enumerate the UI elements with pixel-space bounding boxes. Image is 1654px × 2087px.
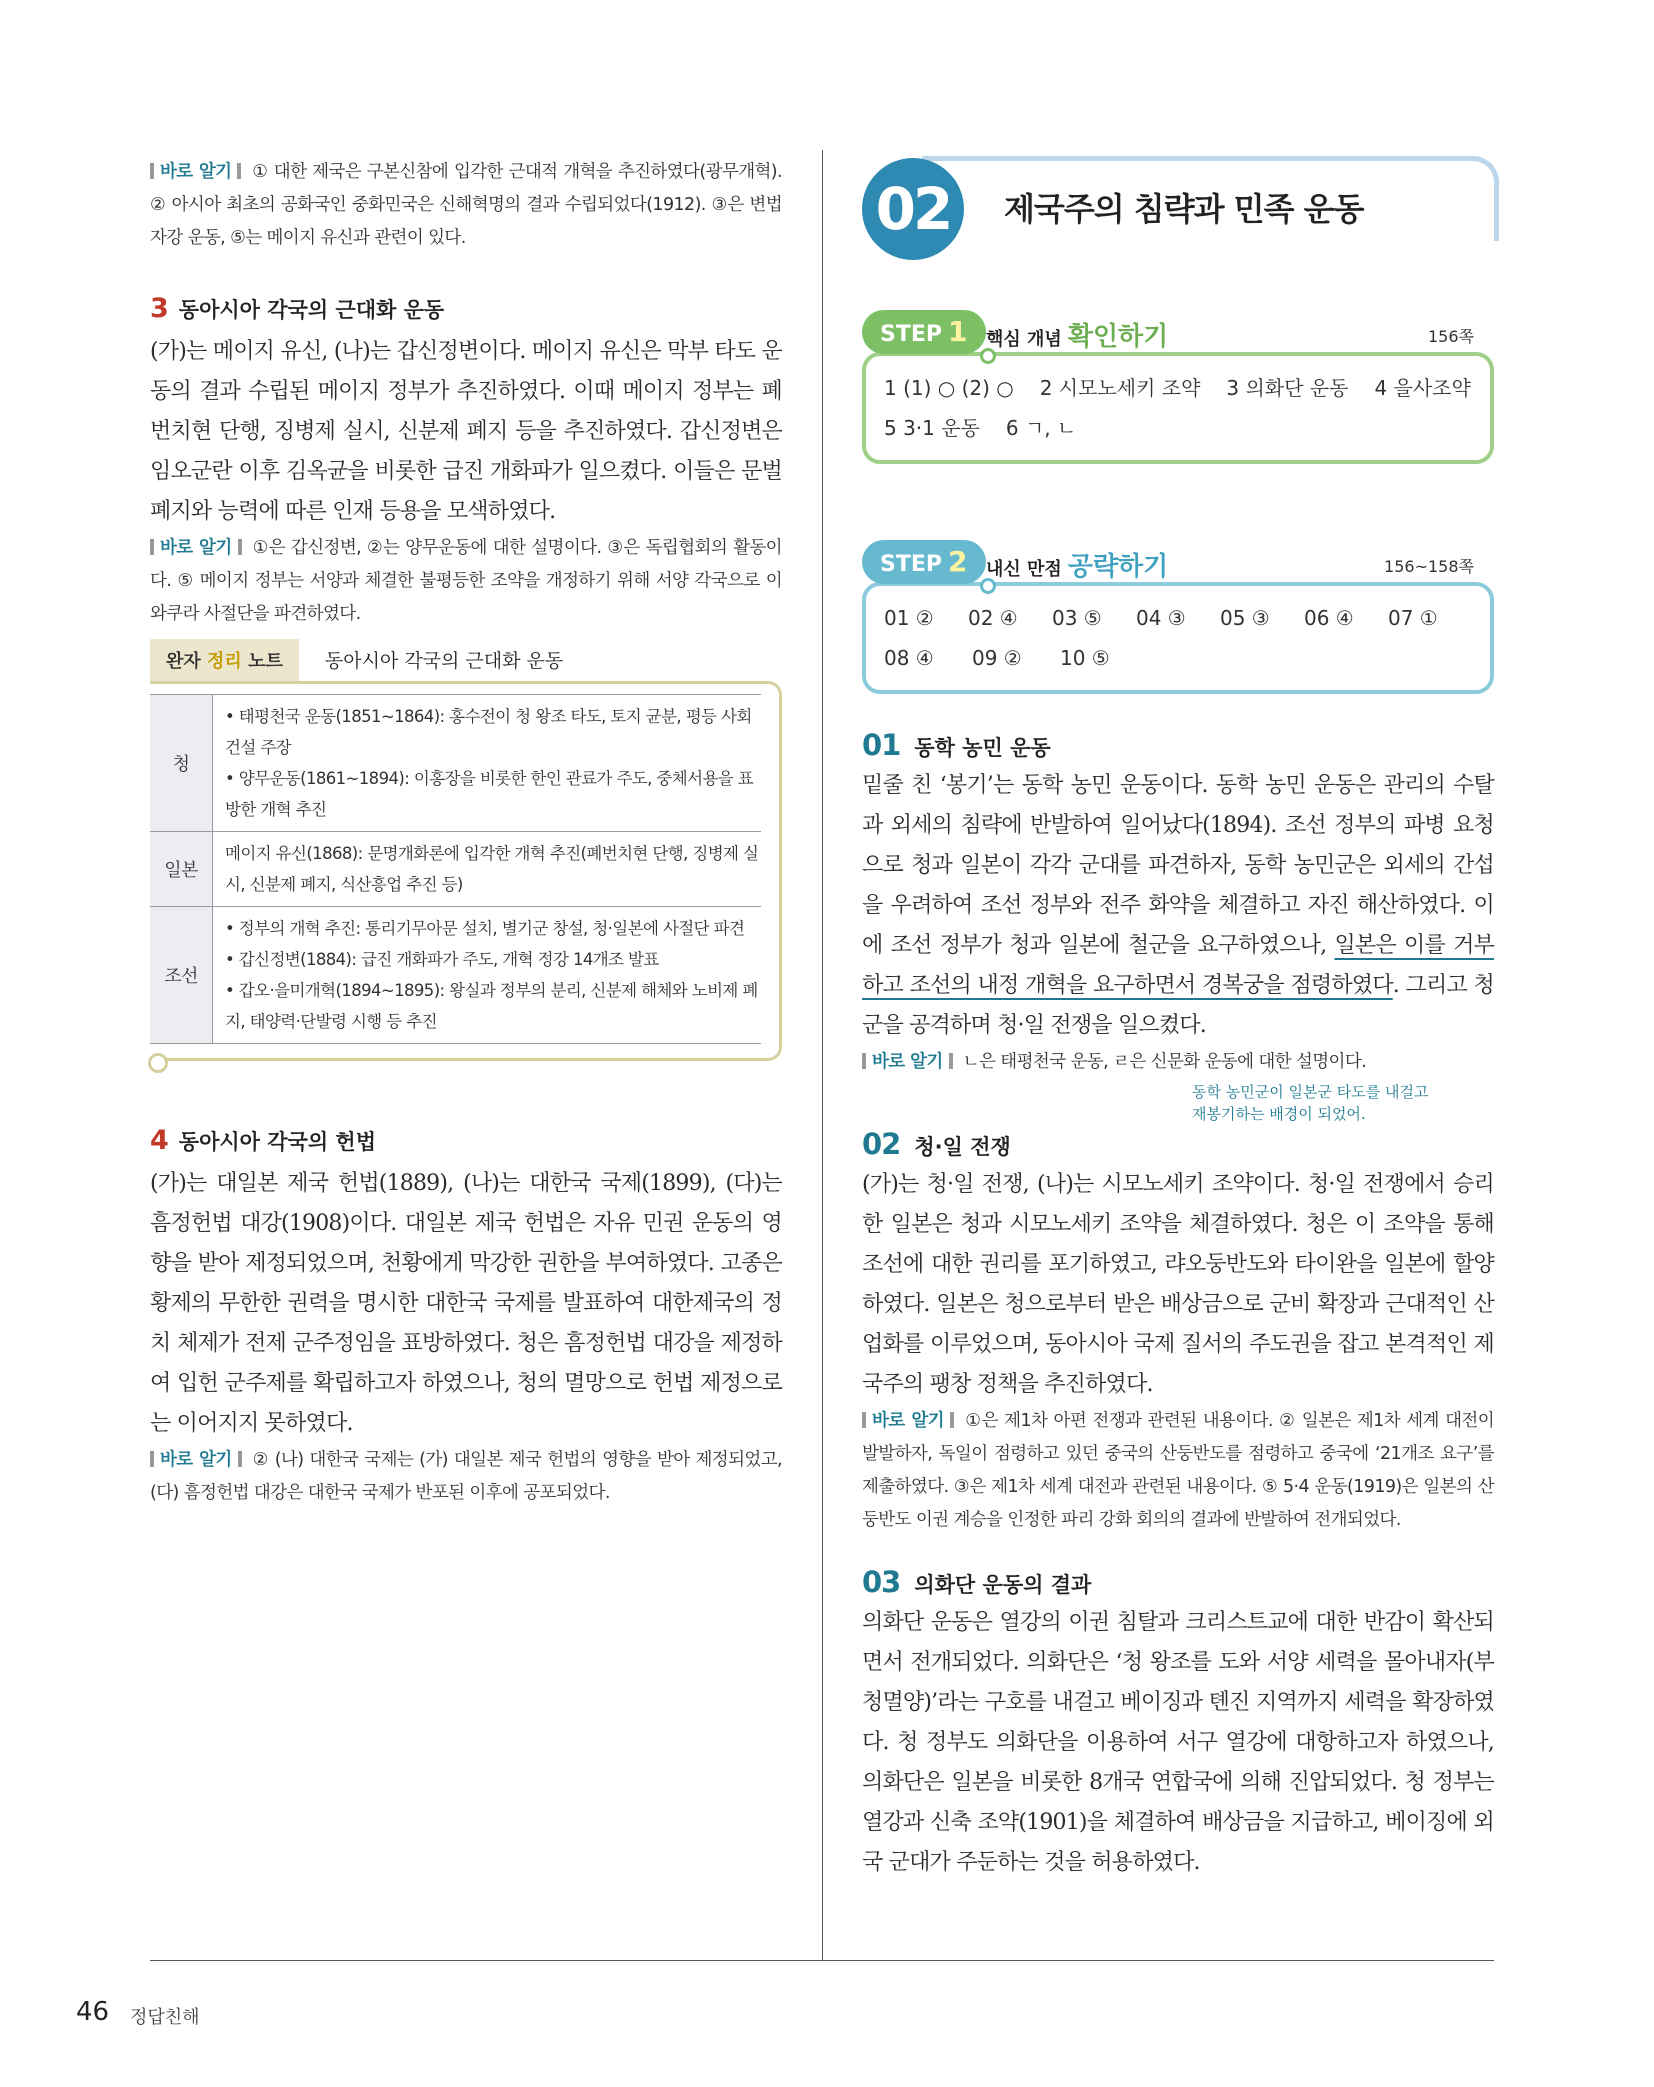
question-03-body: 의화단 운동은 열강의 이권 침탈과 크리스트교에 대한 반감이 확산되면서 전개되었다. 의화단은 ‘청 왕조를 도와 서양 세력을 몰아내자(부청멸양)’라는 구호를 내걸고 베이징과 톈진 지역까지 세력을 확장하였다. 청 정부도 의화단을 이용하여 서구 열강에 대항하고자 하였으나, 의화단은 일본을 비롯한 8개국 연합국에 의해 진압되었다. 청 정부는 열강과 신축 조약(1901)을 체결하여 배상금을 지급하고, 베이징에 외국 군대가 주둔하는 것을 허용하였다.	[862, 1610, 1494, 1875]
question-01-note	[862, 1046, 1494, 1079]
column-divider	[822, 150, 823, 1960]
body-text: . 그리고 청군을 공격하며 청·일 전쟁을 일으켰다.	[862, 973, 1495, 1038]
answer-item: 07 ①	[1388, 606, 1438, 630]
note-tag: 바로 알기	[150, 162, 241, 182]
answer-item: 6 ㄱ, ㄴ	[1005, 416, 1077, 440]
answer-item: 02 ④	[968, 606, 1018, 630]
section-4-heading	[150, 1125, 782, 1156]
table-row	[150, 695, 761, 832]
chapter-header	[862, 156, 1494, 274]
question-02-body: (가)는 청·일 전쟁, (나)는 시모노세키 조약이다. 청·일 전쟁에서 승리한 일본은 청과 시모노세키 조약을 체결하였다. 청은 이 조약을 통해 조선에 대한 권리를 포기하였고, 랴오둥반도와 타이완을 일본에 할양하였다. 일본은 청으로부터 받은 배상금으로 군비 확장과 근대적인 산업화를 이루었으며, 동아시아 국제 질서의 주도권을 잡고 본격적인 제국주의 팽창 정책을 추진하였다.	[862, 1172, 1494, 1397]
underlined-text: 일본은 이를 거부하고 조선의 내정 개혁을 요구하면서 경복궁을 점령하였다	[862, 933, 1494, 998]
section-number: 4	[150, 1125, 169, 1156]
summary-note-box	[150, 681, 782, 1061]
note-text: ①은 제1차 아편 전쟁과 관련된 내용이다. ② 일본은 제1차 세계 대전이 발발하자, 독일이 점령하고 있던 중국의 산둥반도를 점령하고 중국에 ‘21개조 요구’를 제출하였다. ③은 제1차 세계 대전과 관련된 내용이다. ⑤ 5·4 운동(1919)은 일본의 산둥반도 이권 계승을 인정한 파리 강화 회의의 결과에 반발하여 전개되었다.	[862, 1411, 1494, 1530]
note-tag: 바로 알기	[862, 1411, 954, 1431]
answer-item: 08 ④	[884, 646, 934, 670]
step-label: STEP	[880, 552, 943, 577]
step-1-box	[862, 310, 1494, 464]
question-03-heading	[862, 1565, 1494, 1599]
note-text: ② (나) 대한국 국제는 (가) 대일본 제국 헌법의 영향을 받아 제정되었고, (다) 흠정헌법 대강은 대한국 국제가 반포된 이후에 공포되었다.	[150, 1450, 782, 1503]
section-4-note	[150, 1444, 782, 1510]
chapter-number: 02	[862, 158, 964, 260]
answer-row	[884, 368, 1472, 408]
note-tag: 바로 알기	[150, 1450, 242, 1470]
country-cell: 청	[150, 695, 213, 832]
annotation-line: 재봉기하는 배경이 되었어.	[1192, 1105, 1366, 1123]
step-1-answers	[862, 352, 1494, 464]
table-foot-circle	[148, 1053, 168, 1073]
answer-item: 05 ③	[1220, 606, 1270, 630]
table-row	[150, 907, 761, 1044]
right-column	[862, 156, 1494, 1883]
answer-item: 10 ⑤	[1060, 646, 1110, 670]
question-number: 01	[862, 728, 901, 762]
answer-row	[884, 638, 1472, 678]
label-highlight: 정리	[207, 651, 242, 672]
step-label: STEP	[880, 322, 943, 347]
step-2-page: 156~158쪽	[1384, 557, 1474, 576]
question-01-heading	[862, 728, 1494, 762]
answer-row	[884, 598, 1472, 638]
summary-note-table	[150, 639, 782, 1061]
question-number: 02	[862, 1127, 901, 1161]
page-footer-label: 정답친해	[130, 2007, 200, 2028]
step-1-page: 156쪽	[1428, 327, 1474, 346]
step-2-title	[986, 546, 1168, 583]
answer-item: 1 (1) ○ (2) ○	[884, 376, 1014, 400]
body-text: 밑줄 친 ‘봉기’는 동학 농민 운동이다. 동학 농민 운동은 관리의 수탈과 외세의 침략에 반발하여 일어났다(1894). 조선 정부의 파병 요청으로 청과 일본이 각각 군대를 파견하자, 동학 농민군은 외세의 간섭을 우려하여 조선 정부와 전주 화약을 체결하고 자진 해산하였다. 이에 조선 정부가 청과 일본에 철군을 요구하였으나,	[862, 773, 1494, 958]
table-line: 메이지 유신(1868): 문명개화론에 입각한 개혁 추진(폐번치현 단행, 징병제 실시, 신분제 폐지, 식산흥업 추진 등)	[225, 844, 759, 894]
step-title-big: 확인하기	[1067, 322, 1169, 352]
country-cell: 일본	[150, 832, 213, 907]
step-2-pill	[862, 540, 986, 584]
note-text: ㄴ은 태평천국 운동, ㄹ은 신문화 운동에 대한 설명이다.	[962, 1052, 1367, 1072]
step-number: 1	[948, 315, 968, 348]
page-number: 46	[76, 1997, 110, 2027]
content-cell	[213, 907, 762, 1044]
content-cell	[213, 695, 762, 832]
section-number: 3	[150, 293, 169, 324]
section-3-heading	[150, 293, 782, 324]
label-prefix: 완자	[166, 651, 208, 672]
question-01-body	[862, 766, 1494, 1046]
answer-item: 09 ②	[972, 646, 1022, 670]
summary-note-label	[150, 639, 299, 681]
question-number: 03	[862, 1565, 901, 1599]
table-line: • 양무운동(1861~1894): 이홍장을 비롯한 한인 관료가 주도, 중체서용을 표방한 개혁 추진	[225, 769, 754, 819]
step-title-big: 공략하기	[1067, 552, 1169, 582]
section-3-body: (가)는 메이지 유신, (나)는 갑신정변이다. 메이지 유신은 막부 타도 운동의 결과 수립된 메이지 정부가 추진하였다. 이때 메이지 정부는 폐번치현 단행, 징병제 실시, 신분제 폐지 등을 추진하였다. 갑신정변은 임오군란 이후 김옥균을 비롯한 급진 개화파가 일으켰다. 이들은 문벌 폐지와 능력에 따른 인재 등용을 모색하였다.	[150, 339, 782, 524]
content-cell	[213, 832, 762, 907]
label-suffix: 노트	[241, 651, 283, 672]
question-01-note-wrap	[862, 1046, 1494, 1125]
table-line: • 갑신정변(1884): 급진 개화파가 주도, 개혁 정강 14개조 발표	[225, 950, 659, 969]
country-cell: 조선	[150, 907, 213, 1044]
question-title: 청·일 전쟁	[914, 1135, 1011, 1159]
step-2-answers	[862, 582, 1494, 694]
question-02-heading	[862, 1127, 1494, 1161]
answer-item: 5 3·1 운동	[884, 416, 980, 440]
note-tag: 바로 알기	[150, 538, 242, 558]
answer-row	[884, 408, 1472, 448]
answer-item: 06 ④	[1304, 606, 1354, 630]
step-1-title	[986, 316, 1168, 353]
footer-rule	[150, 1960, 1494, 1961]
annotation-line: 동학 농민군이 일본군 타도를 내걸고	[1192, 1083, 1429, 1101]
left-column	[150, 156, 782, 1510]
chapter-title: 제국주의 침략과 민족 운동	[1004, 190, 1364, 228]
step-title-small: 내신 만점	[986, 559, 1062, 580]
answer-item: 04 ③	[1136, 606, 1186, 630]
summary-table	[150, 694, 761, 1044]
correct-note-1	[150, 156, 782, 255]
answer-item: 4 을사조약	[1374, 376, 1471, 400]
summary-note-tab	[150, 639, 782, 681]
note-text: ① 대한 제국은 구본신참에 입각한 근대적 개혁을 추진하였다(광무개혁). ② 아시아 최초의 공화국인 중화민국은 신해혁명의 결과 수립되었다(1912). ③은 변법자강 운동, ⑤는 메이지 유신과 관련이 있다.	[150, 162, 782, 248]
answer-item: 3 의화단 운동	[1226, 376, 1349, 400]
answer-item: 2 시모노세키 조약	[1039, 376, 1201, 400]
step-number: 2	[948, 545, 968, 578]
summary-note-title: 동아시아 각국의 근대화 운동	[324, 650, 564, 672]
answer-item: 01 ②	[884, 606, 934, 630]
table-line: • 정부의 개혁 추진: 통리기무아문 설치, 별기군 창설, 청·일본에 사절단 파견	[225, 919, 745, 938]
step-2-header	[862, 540, 1494, 584]
question-02-note	[862, 1405, 1494, 1537]
note-text: ①은 갑신정변, ②는 양무운동에 대한 설명이다. ③은 독립협회의 활동이다. ⑤ 메이지 정부는 서양과 체결한 불평등한 조약을 개정하기 위해 서양 각국으로 이와쿠라 사절단을 파견하였다.	[150, 538, 782, 624]
section-3-note	[150, 532, 782, 631]
step-1-pill	[862, 310, 986, 354]
answer-item: 03 ⑤	[1052, 606, 1102, 630]
table-line: • 갑오·을미개혁(1894~1895): 왕실과 정부의 분리, 신분제 해체와 노비제 폐지, 태양력·단발령 시행 등 추진	[225, 981, 758, 1031]
note-tag: 바로 알기	[862, 1052, 953, 1072]
step-title-small: 핵심 개념	[986, 329, 1062, 350]
table-line: • 태평천국 운동(1851~1864): 홍수전이 청 왕조 타도, 토지 균분, 평등 사회 건설 주장	[225, 707, 752, 757]
margin-annotation	[1192, 1081, 1494, 1125]
section-title: 동아시아 각국의 근대화 운동	[178, 298, 445, 322]
question-title: 의화단 운동의 결과	[914, 1573, 1092, 1597]
step-2-box	[862, 540, 1494, 694]
table-row	[150, 832, 761, 907]
question-title: 동학 농민 운동	[914, 736, 1051, 760]
section-title: 동아시아 각국의 헌법	[178, 1130, 376, 1154]
step-1-header	[862, 310, 1494, 354]
section-4-body: (가)는 대일본 제국 헌법(1889), (나)는 대한국 국제(1899), (다)는 흠정헌법 대강(1908)이다. 대일본 제국 헌법은 자유 민권 운동의 영향을 받아 제정되었으며, 천황에게 막강한 권한을 부여하였다. 고종은 황제의 무한한 권력을 명시한 대한국 국제를 발표하여 대한제국의 정치 체제가 전제 군주정임을 표방하였다. 청은 흠정헌법 대강을 제정하여 입헌 군주제를 확립하고자 하였으나, 청의 멸망으로 헌법 제정으로는 이어지지 못하였다.	[150, 1171, 782, 1436]
